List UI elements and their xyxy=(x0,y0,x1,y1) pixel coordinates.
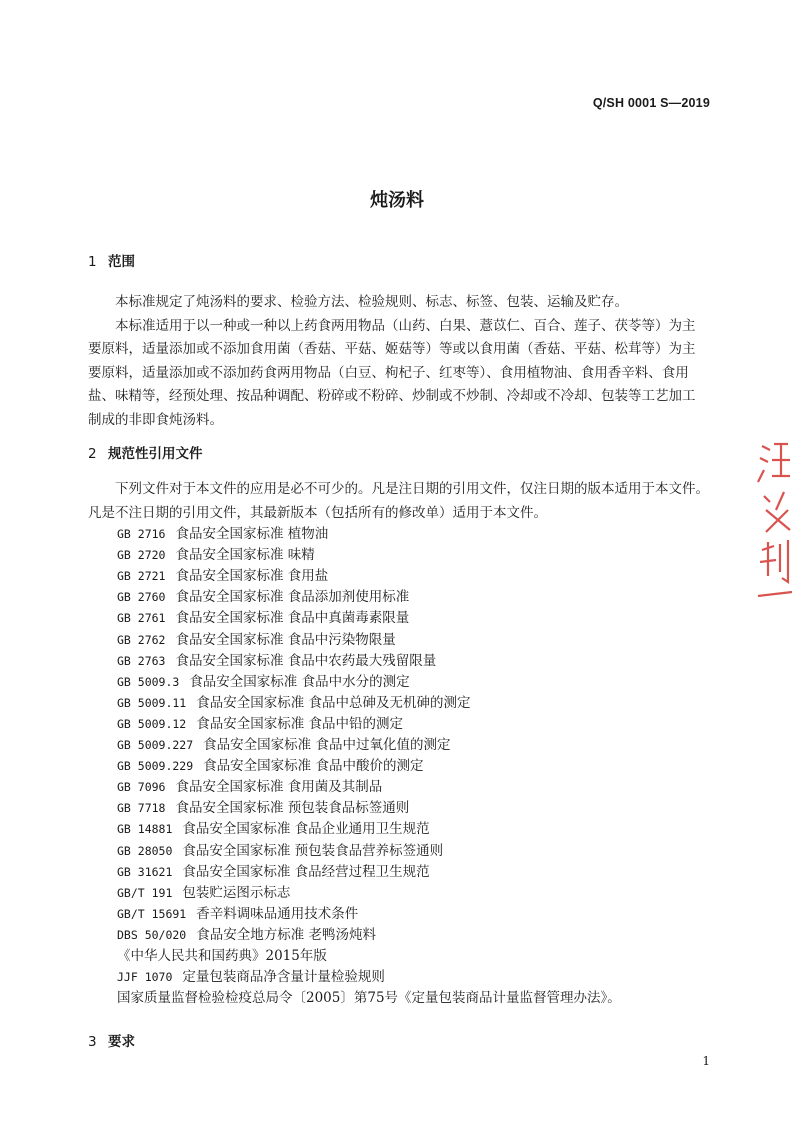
paragraph-line: 下列文件对于本文件的应用是必不可少的。凡是注日期的引用文件，仅注日期的版本适用于本文件。 xyxy=(115,481,709,497)
section-title: 要求 xyxy=(108,1034,135,1050)
reference-item xyxy=(117,925,376,945)
section-heading-requirements xyxy=(88,1030,135,1050)
reference-code: GB 2721 xyxy=(117,569,166,584)
reference-code: GB 2720 xyxy=(117,548,166,563)
reference-item xyxy=(117,819,430,839)
reference-item xyxy=(117,904,358,924)
paragraph-line: 制成的非即食炖汤料。 xyxy=(88,411,223,428)
reference-code: DBS 50/020 xyxy=(117,927,187,942)
reference-code: GB 5009.11 xyxy=(117,695,187,710)
reference-title: 食品安全国家标准 食品中污染物限量 xyxy=(175,631,396,648)
reference-code: GB 2763 xyxy=(117,653,166,668)
paragraph-line: 凡是不注日期的引用文件，其最新版本（包括所有的修改单）适用于本文件。 xyxy=(88,504,547,521)
reference-item xyxy=(117,735,450,755)
reference-item xyxy=(117,862,430,882)
reference-code: GB 7096 xyxy=(117,780,166,795)
reference-item xyxy=(117,777,382,797)
reference-item xyxy=(117,587,409,607)
reference-code: GB/T 15691 xyxy=(117,906,187,921)
reference-item xyxy=(117,545,315,565)
reference-title: 食品安全国家标准 食用菌及其制品 xyxy=(175,779,383,796)
section-heading-scope xyxy=(88,250,135,270)
reference-title: 食品安全国家标准 食用盐 xyxy=(175,568,329,585)
reference-code: GB 2762 xyxy=(117,632,166,647)
section-number: 3 xyxy=(88,1034,97,1050)
reference-title: 食品安全国家标准 预包装食品营养标签通则 xyxy=(182,842,444,859)
paragraph-line: 盐、味精等，经预处理、按品种调配、粉碎或不粉碎、炒制或不炒制、冷却或不冷却、包装等工艺加工 xyxy=(88,388,696,404)
reference-code: GB 7718 xyxy=(117,801,166,816)
reference-code: GB 31621 xyxy=(117,864,173,879)
reference-title: 食品安全地方标准 老鸭汤炖料 xyxy=(196,926,377,943)
reference-item xyxy=(117,883,290,903)
reference-title: 食品安全国家标准 食品添加剂使用标准 xyxy=(175,589,410,606)
section-title: 范围 xyxy=(108,254,135,270)
reference-item xyxy=(117,841,443,861)
reference-item xyxy=(117,756,423,776)
reference-item xyxy=(117,946,327,966)
reference-item xyxy=(117,672,410,692)
reference-code: GB 28050 xyxy=(117,843,173,858)
reference-item xyxy=(117,608,409,628)
reference-item xyxy=(117,967,385,987)
reference-item xyxy=(117,566,328,586)
reference-code: GB 2761 xyxy=(117,611,166,626)
references-intro-paragraph xyxy=(88,478,710,525)
section-title: 规范性引用文件 xyxy=(108,446,203,462)
reference-title: 食品安全国家标准 食品中水分的测定 xyxy=(189,673,410,690)
section-number: 1 xyxy=(88,254,97,270)
reference-item xyxy=(117,693,471,713)
reference-code: JJF 1070 xyxy=(117,970,173,985)
reference-title: 国家质量监督检验检疫总局令〔2005〕第75号《定量包装商品计量监督管理办法》。 xyxy=(117,990,621,1007)
reference-code: GB 2716 xyxy=(117,527,166,541)
scope-paragraph xyxy=(88,291,710,432)
reference-code: GB 2760 xyxy=(117,590,166,605)
reference-title: 食品安全国家标准 食品经营过程卫生规范 xyxy=(182,863,430,880)
reference-title: 食品安全国家标准 食品中真菌毒素限量 xyxy=(175,610,410,627)
reference-item xyxy=(117,988,621,1008)
paragraph-line: 本标准规定了炖汤料的要求、检验方法、检验规则、标志、标签、包装、运输及贮存。 xyxy=(115,294,628,310)
reference-title: 食品安全国家标准 食品企业通用卫生规范 xyxy=(182,821,430,838)
reference-item xyxy=(117,524,328,544)
reference-title: 食品安全国家标准 食品中农药最大残留限量 xyxy=(175,652,437,669)
reference-title: 食品安全国家标准 食品中酸价的测定 xyxy=(203,758,424,775)
reference-item xyxy=(117,651,436,671)
paragraph-line: 本标准适用于以一种或一种以上药食两用物品（山药、白果、薏苡仁、百合、莲子、茯苓等）为主 xyxy=(115,317,696,334)
reference-title: 香辛料调味品通用技术条件 xyxy=(196,905,359,922)
page-number: 1 xyxy=(702,1054,710,1068)
document-title: 炖汤料 xyxy=(370,190,424,211)
reference-code: GB 5009.12 xyxy=(117,716,187,731)
reference-item xyxy=(117,630,396,650)
reference-title: 食品安全国家标准 味精 xyxy=(175,547,315,564)
reference-code: GB 5009.3 xyxy=(117,674,180,689)
section-heading-normative-references xyxy=(88,442,203,462)
reference-code: GB 5009.227 xyxy=(117,738,194,752)
reference-title: 包装贮运图示标志 xyxy=(182,884,291,901)
section-number: 2 xyxy=(88,446,97,462)
reference-item xyxy=(117,798,409,818)
paragraph-line: 要原料，适量添加或不添加食用菌（香菇、平菇、姬菇等）等或以食用菌（香菇、平菇、松茸等）为主 xyxy=(88,341,696,357)
reference-code: GB 5009.229 xyxy=(117,759,194,774)
reference-title: 《中华人民共和国药典》2015年版 xyxy=(117,948,327,964)
document-code: Q/SH 0001 S—2019 xyxy=(592,96,710,110)
reference-title: 食品安全国家标准 食品中总砷及无机砷的测定 xyxy=(196,694,471,711)
seal-stamp-fragment xyxy=(754,436,794,606)
reference-title: 定量包装商品净含量计量检验规则 xyxy=(182,969,385,986)
paragraph-line: 要原料，适量添加或不添加药食两用物品（白豆、枸杞子、红枣等）、食用植物油、食用香辛料、食用 xyxy=(88,364,689,381)
reference-title: 食品安全国家标准 食品中铅的测定 xyxy=(196,715,404,732)
reference-title: 食品安全国家标准 植物油 xyxy=(175,526,329,542)
reference-item xyxy=(117,714,403,734)
reference-title: 食品安全国家标准 食品中过氧化值的测定 xyxy=(203,737,451,753)
reference-code: GB 14881 xyxy=(117,822,173,837)
reference-title: 食品安全国家标准 预包装食品标签通则 xyxy=(175,800,410,817)
reference-code: GB/T 191 xyxy=(117,885,173,900)
